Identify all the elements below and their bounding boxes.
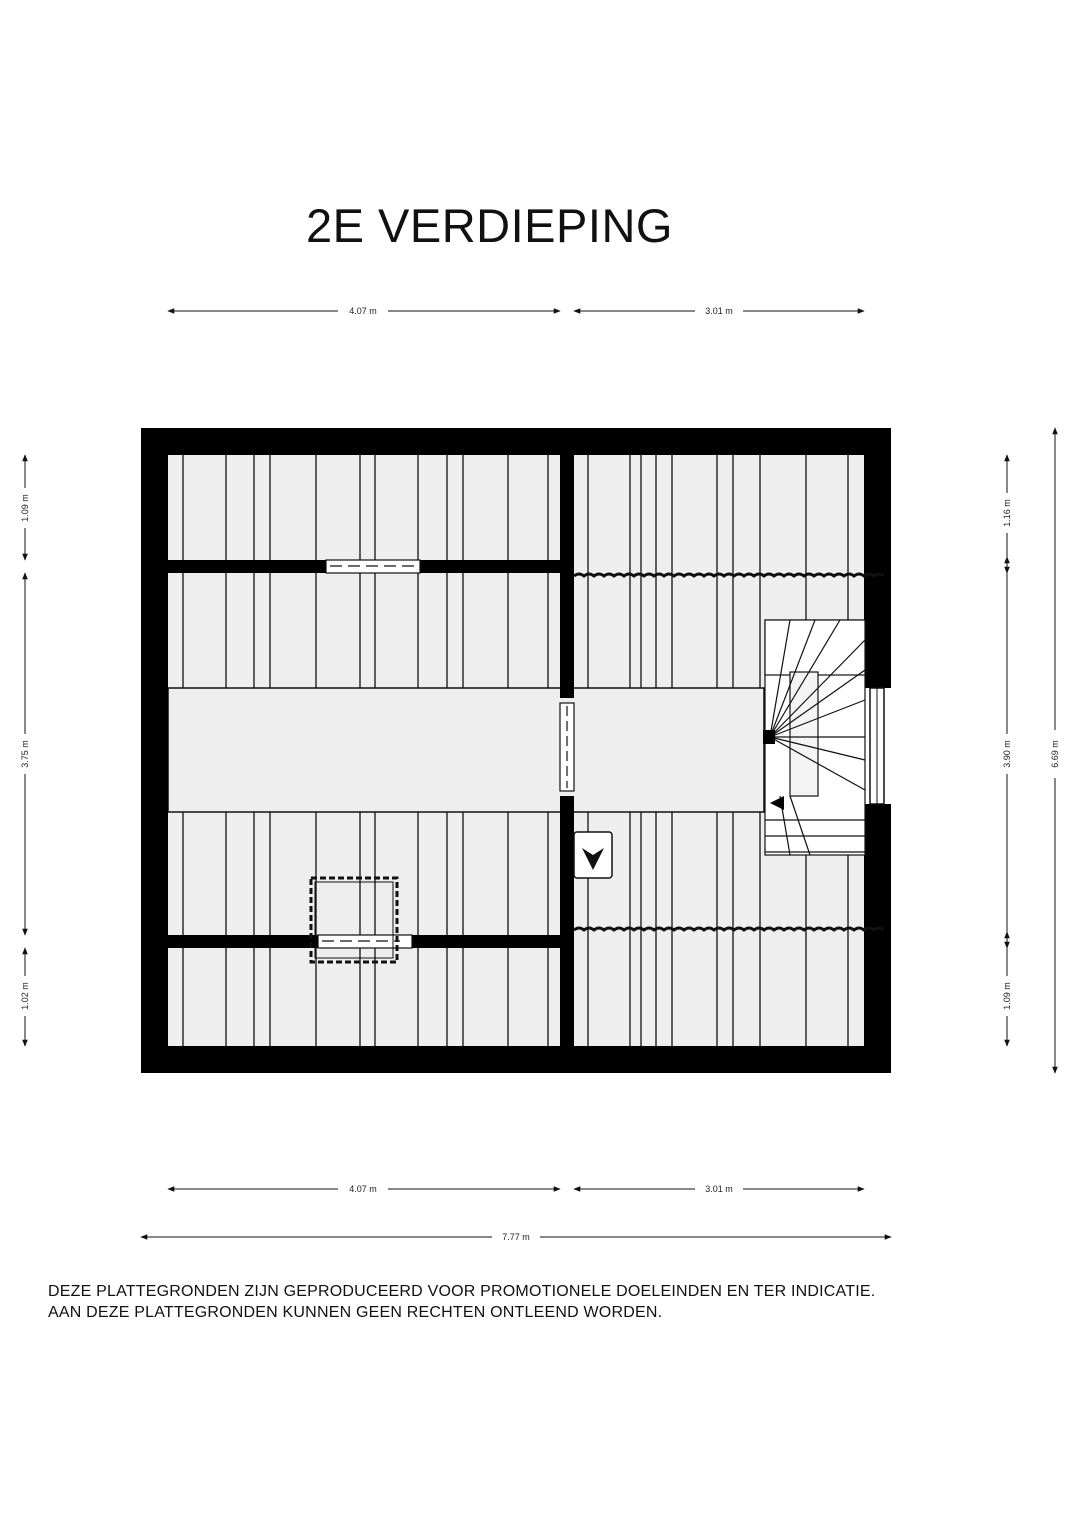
dimension-label: 3.75 m (20, 740, 30, 768)
corridor (168, 688, 764, 812)
dimension-left-bottom (20, 948, 30, 1046)
heater (574, 832, 612, 878)
dimension-left-top (20, 455, 30, 560)
dimension-label: 3.90 m (1002, 740, 1012, 768)
dimension-bottom-left (168, 1184, 560, 1194)
dimension-left-middle (20, 573, 30, 935)
dimension-right-top (1002, 455, 1012, 573)
dimension-right-middle (1002, 557, 1012, 948)
dimension-label: 3.01 m (705, 1184, 733, 1194)
dimension-right-bottom (1002, 932, 1012, 1046)
disclaimer (48, 1281, 875, 1323)
upper-left-knee-wall (168, 560, 560, 573)
dimension-label: 4.07 m (349, 306, 377, 316)
dimension-top-right (574, 306, 864, 316)
dimension-label: 4.07 m (349, 1184, 377, 1194)
dimension-bottom-total (141, 1232, 891, 1242)
center-door-opening (560, 703, 574, 791)
dimension-right-total (1050, 428, 1060, 1073)
floor-title: 2E VERDIEPING (306, 199, 673, 252)
dimension-top-left (168, 306, 560, 316)
dimension-label: 3.01 m (705, 306, 733, 316)
dimension-bottom-right (574, 1184, 864, 1194)
dimension-label: 6.69 m (1050, 740, 1060, 768)
lower-left-knee-wall (168, 935, 560, 948)
dimension-label: 1.16 m (1002, 499, 1012, 527)
staircase (763, 620, 865, 855)
dimension-label: 1.02 m (20, 982, 30, 1010)
disclaimer-line: AAN DEZE PLATTEGRONDEN KUNNEN GEEN RECHTEN ONTLEEND WORDEN. (48, 1304, 663, 1321)
dimension-label: 1.09 m (1002, 982, 1012, 1010)
dimension-label: 1.09 m (20, 494, 30, 522)
dimension-label: 7.77 m (502, 1232, 530, 1242)
disclaimer-line: DEZE PLATTEGRONDEN ZIJN GEPRODUCEERD VOOR PROMOTIONELE DOELEINDEN EN TER INDICATIE. (48, 1283, 876, 1300)
window (870, 688, 884, 804)
